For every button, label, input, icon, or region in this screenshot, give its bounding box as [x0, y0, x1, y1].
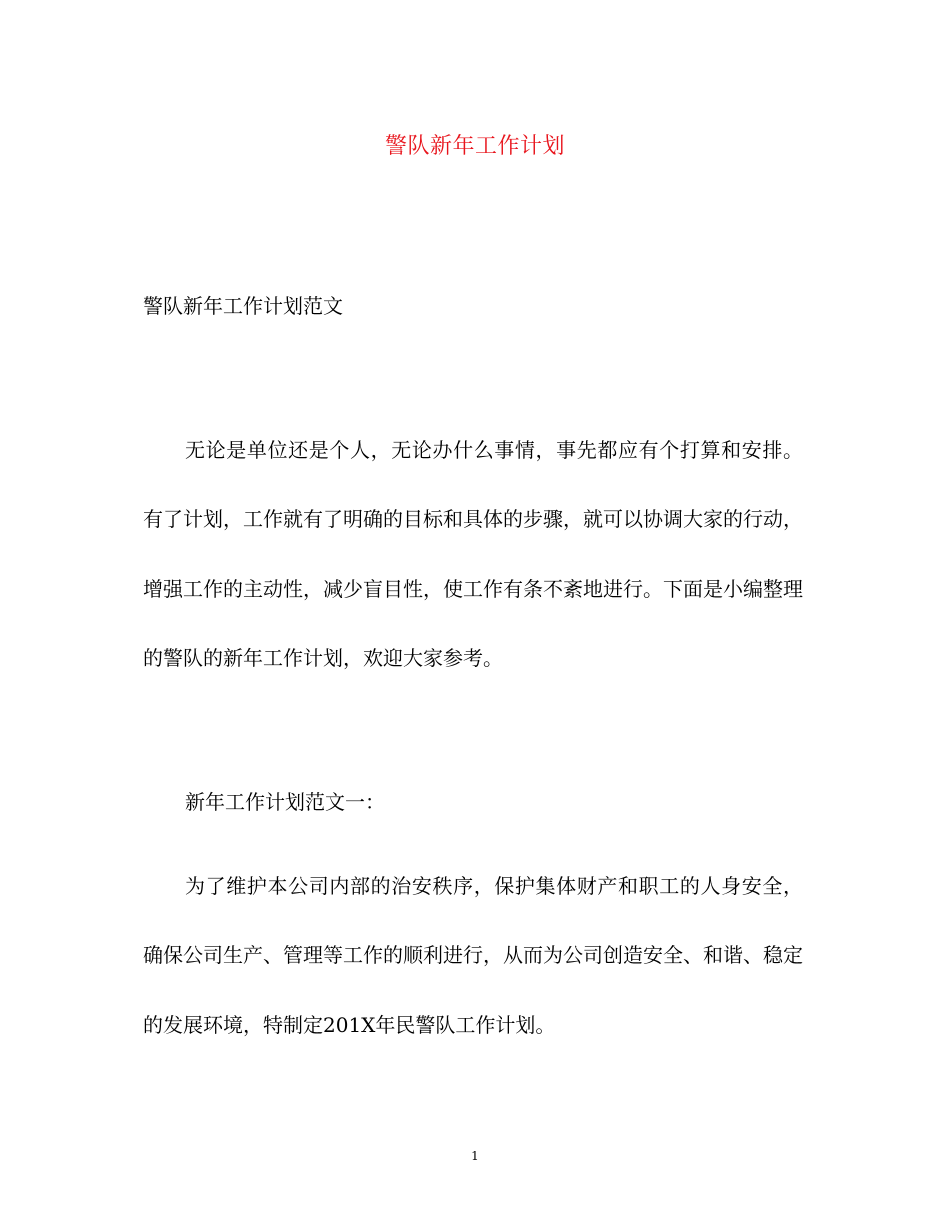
intro-paragraph: 无论是单位还是个人，无论办什么事情，事先都应有个打算和安排。有了计划，工作就有了明确的目标和具体的步骤，就可以协调大家的行动，增强工作的主动性，减少盲目性，使工作有条不紊地进行。下面是小编整理的警队的新年工作计划，欢迎大家参考。: [143, 438, 803, 670]
page-number: 1: [471, 1149, 479, 1163]
body-paragraph: 为了维护本公司内部的治安秩序，保护集体财产和职工的人身安全，确保公司生产、管理等工作的顺利进行，从而为公司创造安全、和谐、稳定的发展环境，特制定201X年民警队工作计划。: [143, 874, 803, 1037]
section-heading: 新年工作计划范文一：: [185, 790, 385, 814]
page-title: 警队新年工作计划: [384, 134, 565, 159]
document-subtitle: 警队新年工作计划范文: [143, 294, 343, 318]
